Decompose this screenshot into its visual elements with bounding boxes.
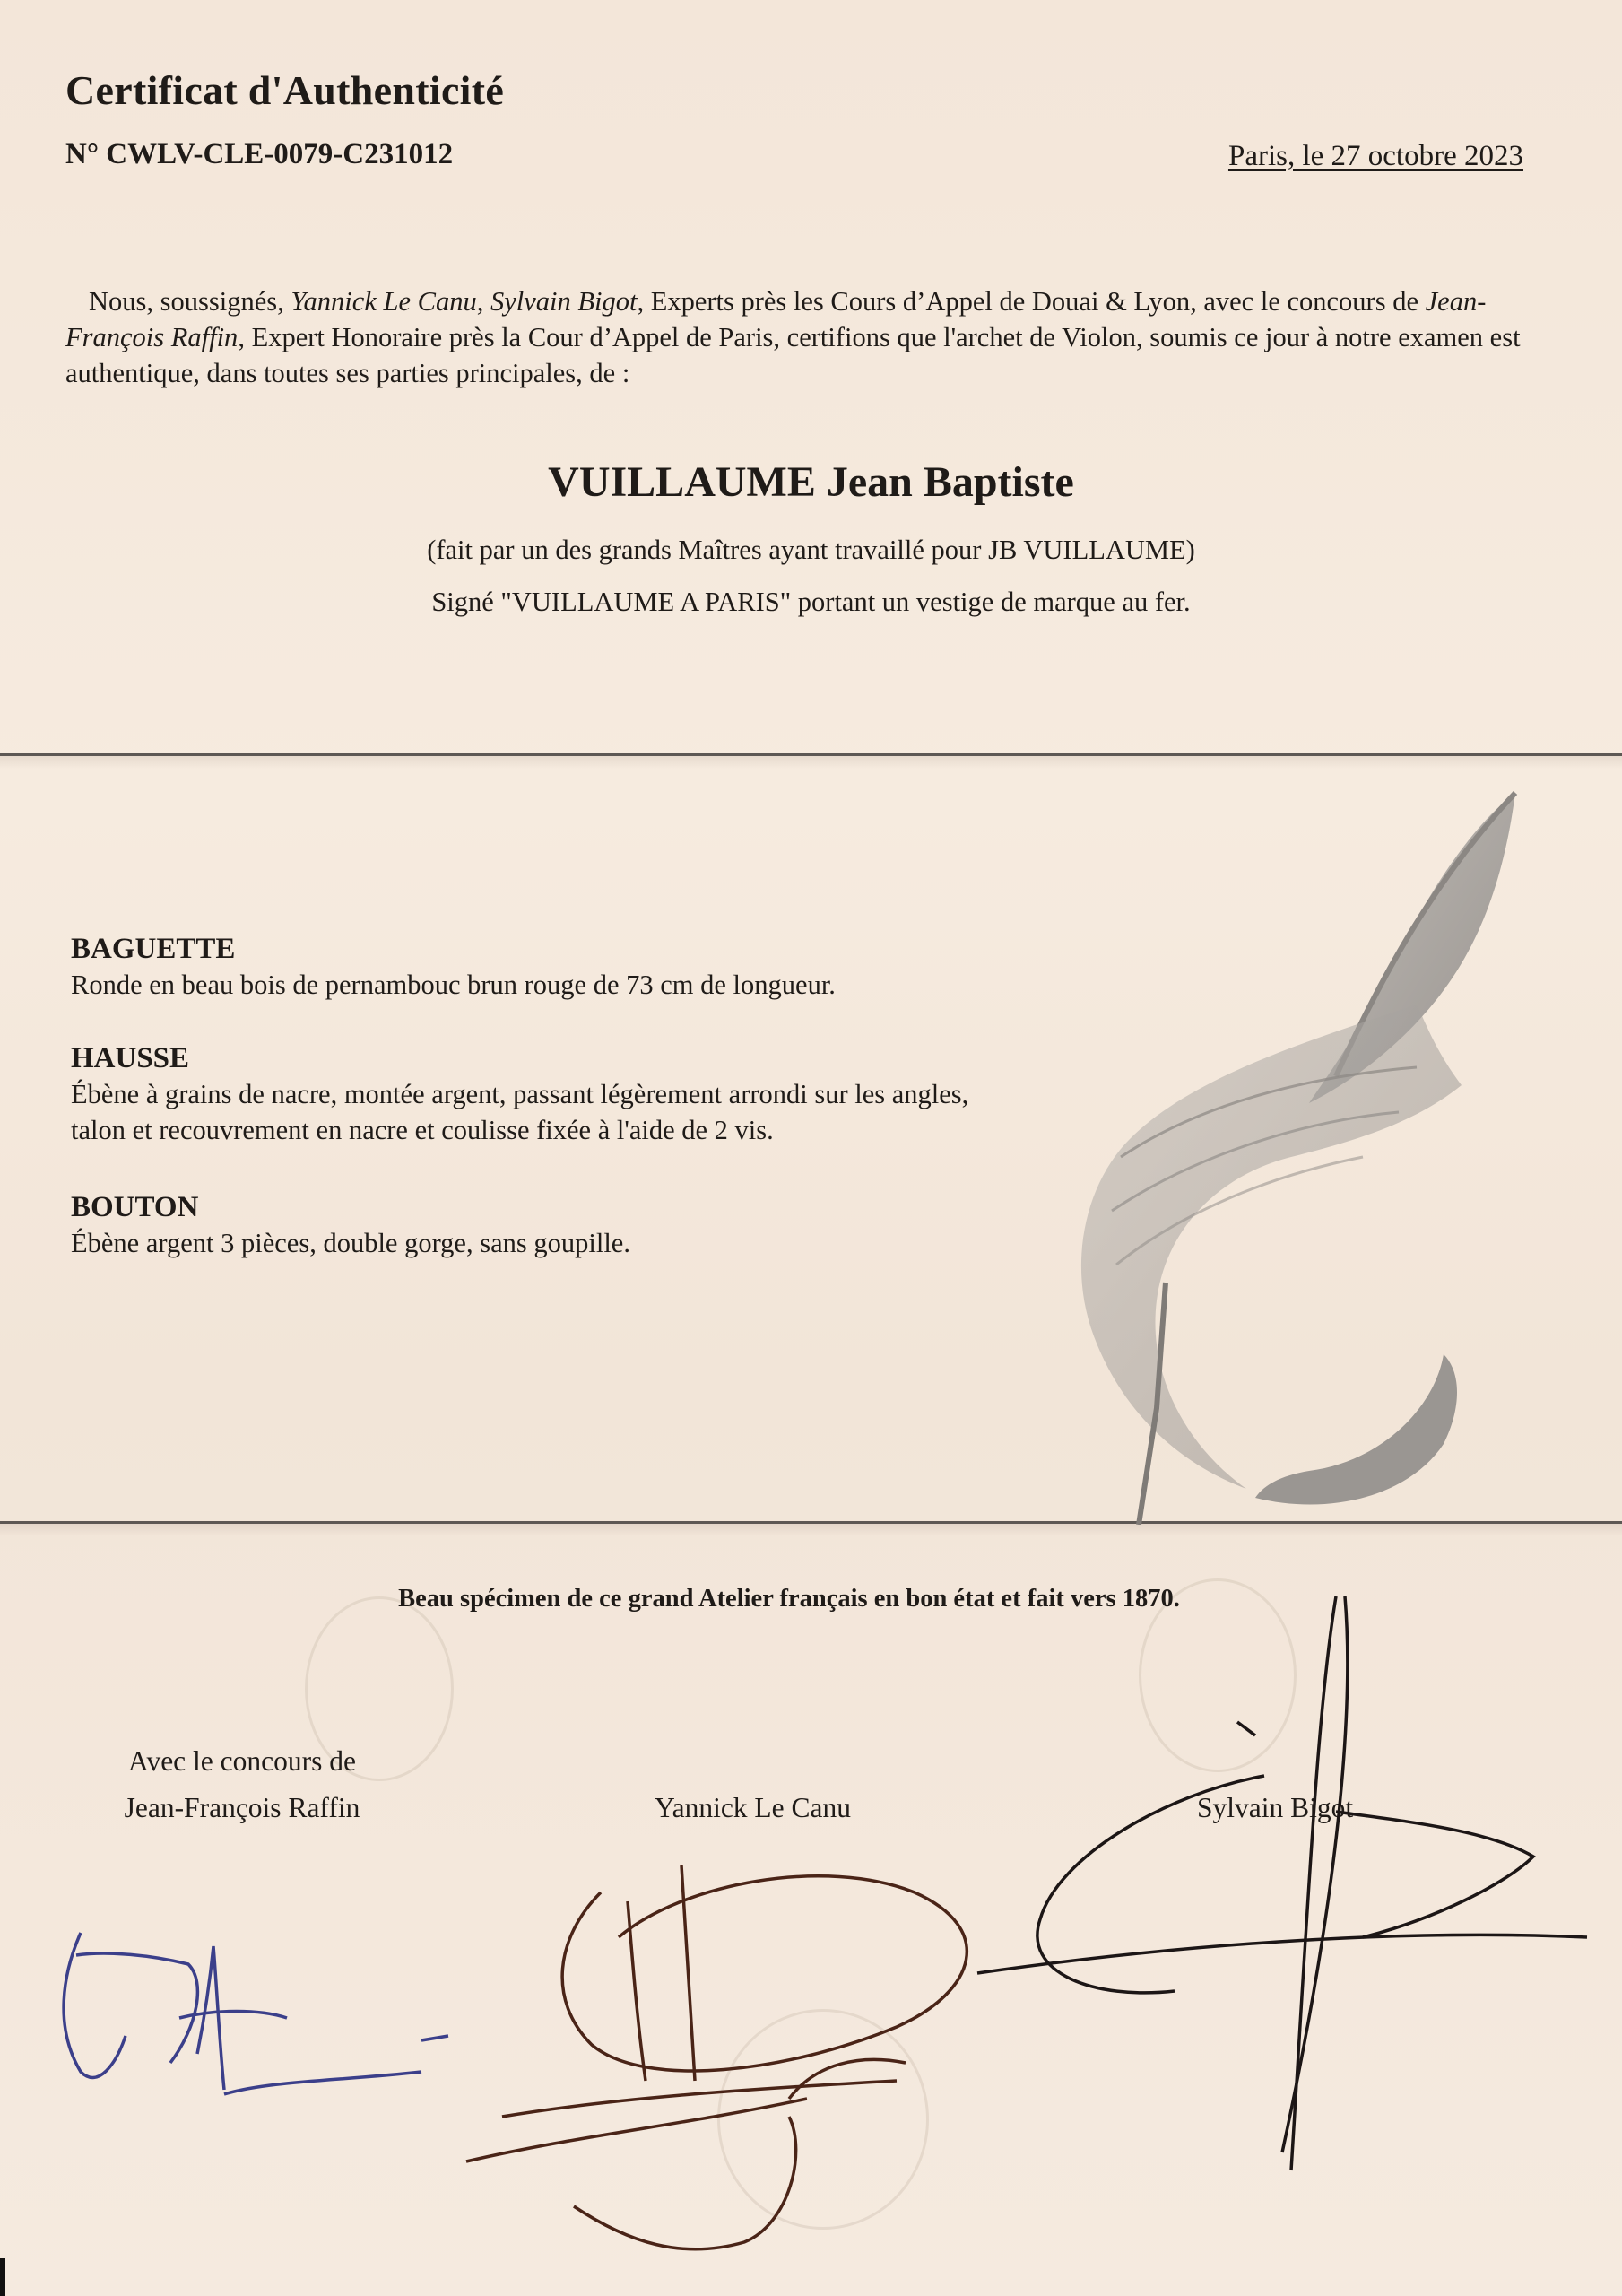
expert-name: Yannick Le Canu — [291, 286, 477, 317]
maker-name: VUILLAUME Jean Baptiste — [548, 458, 1074, 506]
section-heading: BOUTON — [71, 1191, 199, 1223]
section-hausse — [71, 1040, 1003, 1148]
section-heading: BAGUETTE — [71, 933, 236, 965]
section-text: Ronde en beau bois de pernambouc brun rouge de 73 cm de longueur. — [71, 970, 836, 1000]
scan-edge-mark — [0, 2258, 5, 2296]
section-text: Ébène argent 3 pièces, double gorge, sans goupille. — [71, 1228, 630, 1258]
fold-shadow — [0, 756, 1622, 769]
place-date: Paris, le 27 octobre 2023 — [1227, 140, 1523, 172]
intro-text: , — [476, 286, 490, 317]
certificate-number: N° CWLV-CLE-0079-C231012 — [65, 138, 454, 170]
maker-note: (fait par un des grands Maîtres ayant travaillé pour JB VUILLAUME) — [427, 535, 1195, 565]
intro-paragraph — [65, 283, 1527, 391]
intro-text: Nous, soussignés, — [89, 286, 291, 317]
section-baguette — [71, 931, 1003, 1003]
expert-name: Jean-François Raffin — [65, 286, 1487, 352]
quill-emblem-icon — [1040, 780, 1542, 1525]
fold-shadow — [0, 1524, 1622, 1536]
signatory-lecanu-label: Yannick Le Canu — [655, 1792, 852, 1823]
signature-mark-note: Signé "VUILLAUME A PARIS" portant un vestige de marque au fer. — [431, 587, 1191, 617]
embossed-seal-icon — [717, 2009, 929, 2230]
intro-text: , Expert Honoraire près la Cour d’Appel de Paris, certifions que l'archet de Violon, soumis ce jour à notre examen est authentique, dans toutes ses parties principales, de : — [65, 322, 1521, 388]
conclusion: Beau spécimen de ce grand Atelier français en bon état et fait vers 1870. — [398, 1585, 1180, 1613]
intro-text: , Experts près les Cours d’Appel de Douai & Lyon, avec le concours de — [637, 286, 1426, 317]
section-heading: HAUSSE — [71, 1042, 190, 1074]
signatory-raffin-label: Avec le concours de Jean-François Raffin — [124, 1745, 360, 1823]
section-bouton — [71, 1189, 1003, 1261]
expert-name: Sylvain Bigot — [490, 286, 638, 317]
section-text: Ébène à grains de nacre, montée argent, passant légèrement arrondi sur les angles, talon et recouvrement en nacre et coulisse fixée à l'aide de 2 vis. — [71, 1079, 969, 1145]
signatory-bigot-label: Sylvain Bigot — [1197, 1792, 1354, 1823]
certificate-title: Certificat d'Authenticité — [65, 67, 505, 113]
